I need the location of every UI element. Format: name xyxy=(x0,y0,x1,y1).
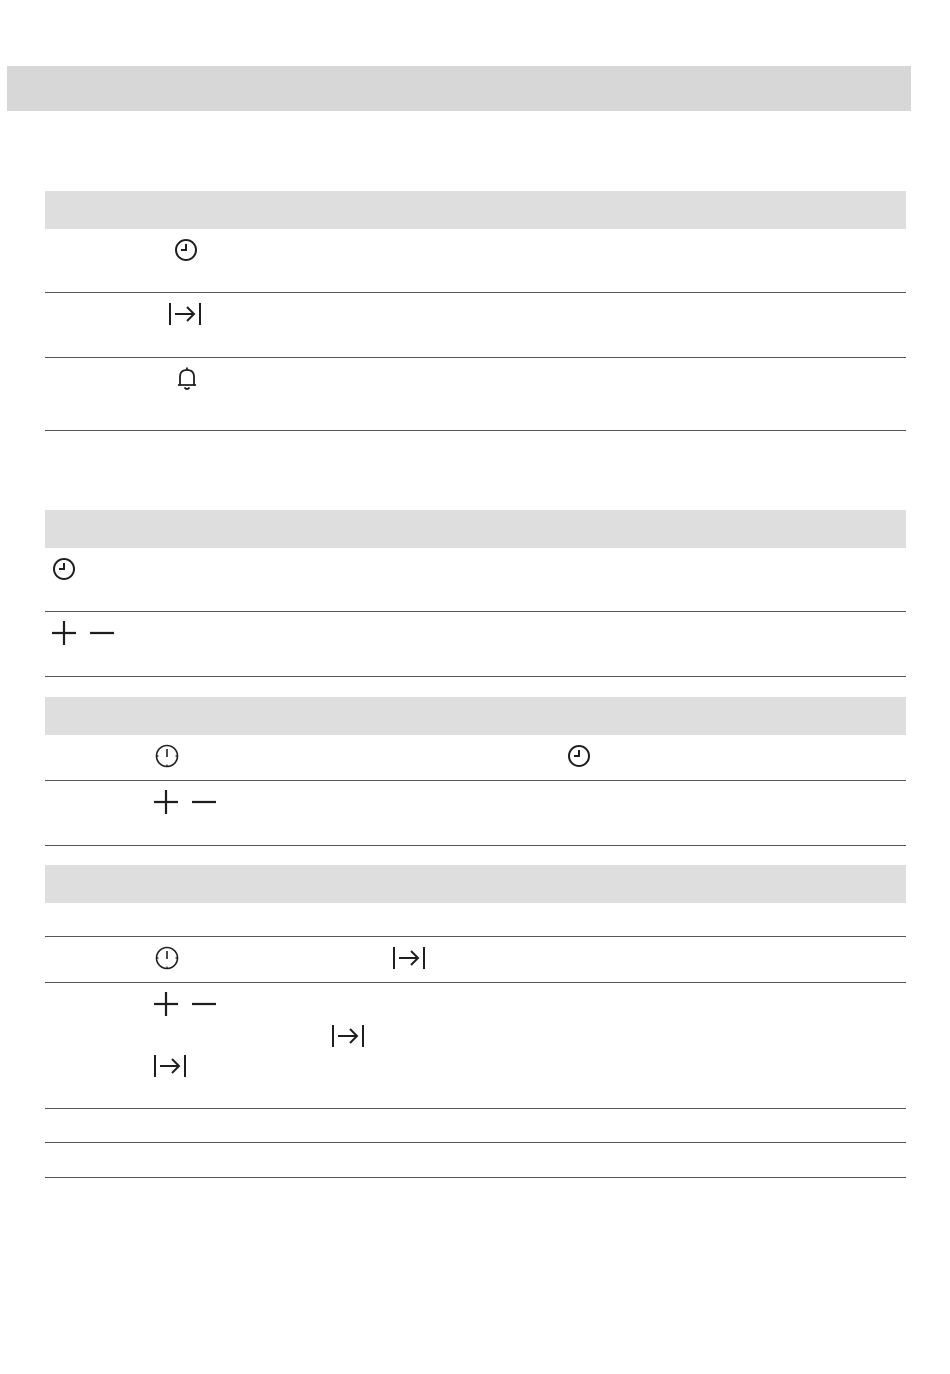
table-2-header xyxy=(45,510,906,548)
end-arrow-icon xyxy=(168,302,202,326)
table-3-header xyxy=(45,697,906,735)
end-arrow-icon xyxy=(331,1024,365,1048)
table-3-row-divider xyxy=(45,780,906,781)
timer-dial-icon xyxy=(155,744,179,768)
minus-icon xyxy=(191,789,217,815)
table-4-header xyxy=(45,865,906,903)
table-4-row-divider xyxy=(45,982,906,983)
clock-icon xyxy=(52,557,76,581)
minus-icon xyxy=(191,991,217,1017)
table-2-bottom-rule xyxy=(45,676,906,677)
table-3-bottom-rule xyxy=(45,845,906,846)
table-4-row-divider xyxy=(45,1142,906,1143)
clock-icon xyxy=(567,744,591,768)
table-1-bottom-rule xyxy=(45,430,906,431)
table-1-row-divider xyxy=(45,292,906,293)
timer-dial-icon xyxy=(155,946,179,970)
table-1-header xyxy=(45,191,906,229)
end-arrow-icon xyxy=(153,1054,187,1078)
end-arrow-icon xyxy=(392,946,426,970)
table-4-bottom-rule xyxy=(45,1177,906,1178)
section-title-band xyxy=(7,66,911,111)
table-4-row-divider xyxy=(45,1108,906,1109)
table-4-row-divider xyxy=(45,936,906,937)
plus-icon xyxy=(51,620,77,646)
table-2-row-divider xyxy=(45,611,906,612)
bell-icon xyxy=(175,366,199,392)
table-1-row-divider xyxy=(45,357,906,358)
plus-icon xyxy=(153,789,179,815)
minus-icon xyxy=(89,620,115,646)
clock-icon xyxy=(174,238,198,262)
plus-icon xyxy=(153,991,179,1017)
